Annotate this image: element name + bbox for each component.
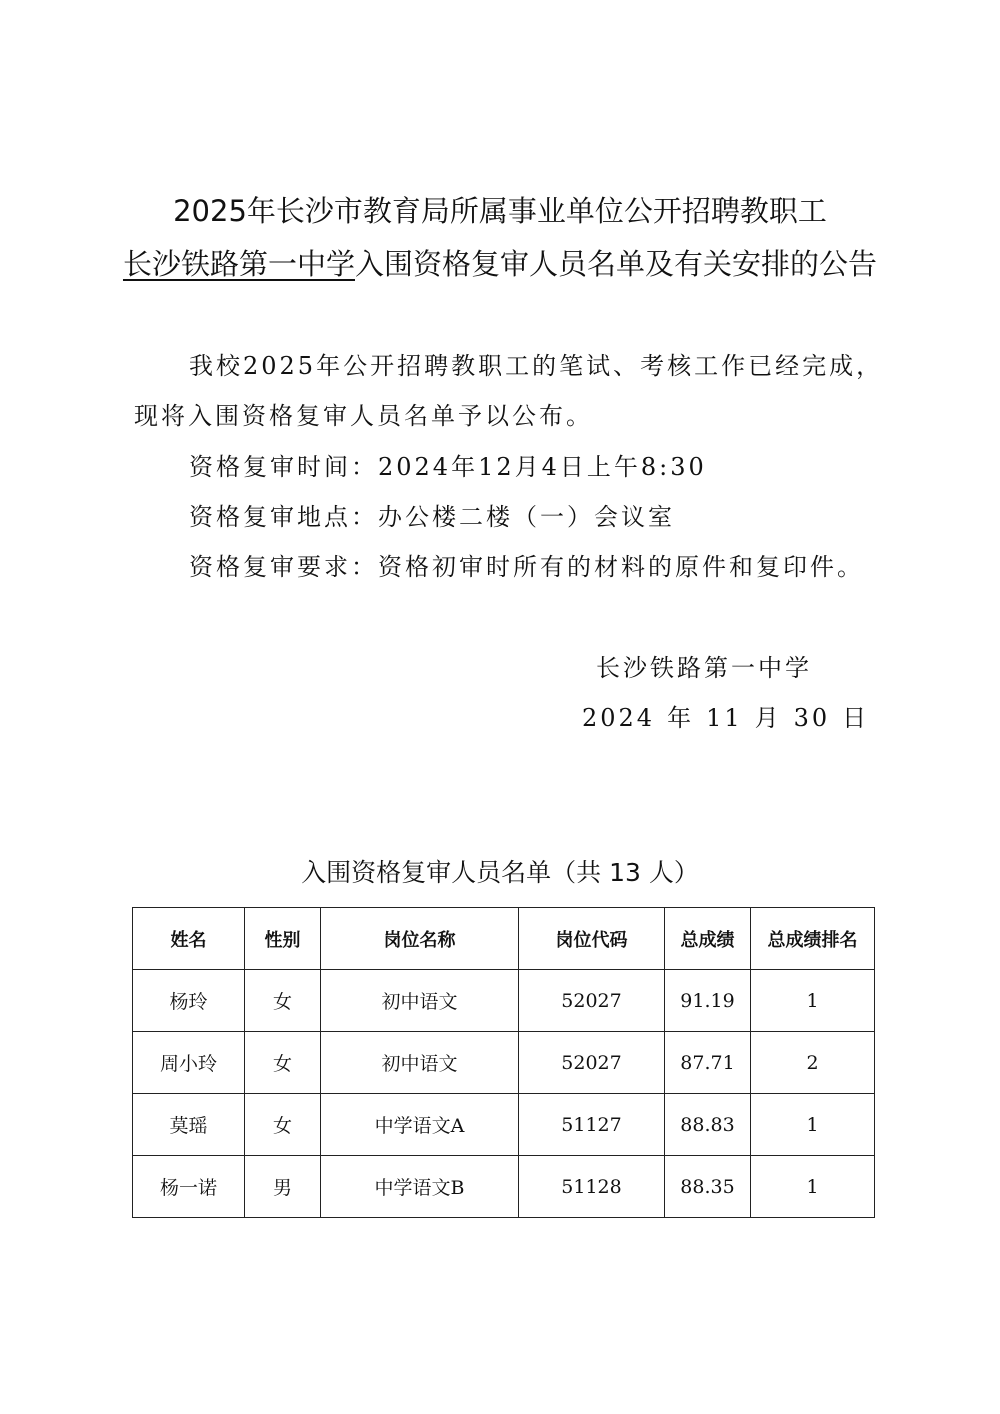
date-year-unit: 年 bbox=[667, 704, 695, 732]
review-place: 资格复审地点：办公楼二楼（一）会议室 bbox=[189, 503, 675, 531]
review-time: 资格复审时间：2024年12月4日上午8:30 bbox=[189, 453, 707, 481]
cell-rank: 2 bbox=[751, 1032, 875, 1094]
candidate-table bbox=[132, 907, 875, 1218]
date-month-unit: 月 bbox=[754, 704, 782, 732]
table-row bbox=[133, 970, 875, 1032]
cell-name: 杨玲 bbox=[133, 970, 245, 1032]
table-row bbox=[133, 1156, 875, 1218]
title-line2-rest: 入围资格复审人员名单及有关安排的公告 bbox=[355, 247, 878, 281]
cell-position-code: 51127 bbox=[519, 1094, 665, 1156]
header-gender: 性别 bbox=[245, 908, 321, 970]
signature-date bbox=[582, 701, 869, 735]
header-rank: 总成绩排名 bbox=[751, 908, 875, 970]
announcement-title-line2 bbox=[0, 244, 1000, 284]
cell-gender: 女 bbox=[245, 1032, 321, 1094]
cell-name: 杨一诺 bbox=[133, 1156, 245, 1218]
header-position-code: 岗位代码 bbox=[519, 908, 665, 970]
cell-position-code: 51128 bbox=[519, 1156, 665, 1218]
table-row bbox=[133, 1094, 875, 1156]
cell-position-code: 52027 bbox=[519, 1032, 665, 1094]
cell-gender: 男 bbox=[245, 1156, 321, 1218]
cell-total-score: 91.19 bbox=[665, 970, 751, 1032]
school-name-underlined: 长沙铁路第一中学 bbox=[122, 247, 355, 281]
cell-total-score: 88.35 bbox=[665, 1156, 751, 1218]
cell-position-name: 初中语文 bbox=[321, 1032, 519, 1094]
announcement-title-line1: 2025年长沙市教育局所属事业单位公开招聘教职工 bbox=[173, 194, 827, 228]
cell-rank: 1 bbox=[751, 1156, 875, 1218]
date-day: 30 bbox=[793, 704, 831, 732]
date-day-unit: 日 bbox=[842, 704, 870, 732]
cell-rank: 1 bbox=[751, 970, 875, 1032]
table-header-row bbox=[133, 908, 875, 970]
review-requirement: 资格复审要求：资格初审时所有的材料的原件和复印件。 bbox=[189, 553, 864, 581]
cell-position-name: 中学语文A bbox=[321, 1094, 519, 1156]
table-title: 入围资格复审人员名单（共 13 人） bbox=[301, 858, 699, 887]
cell-gender: 女 bbox=[245, 1094, 321, 1156]
header-name: 姓名 bbox=[133, 908, 245, 970]
cell-total-score: 87.71 bbox=[665, 1032, 751, 1094]
signature-organization: 长沙铁路第一中学 bbox=[596, 654, 812, 682]
date-year: 2024 bbox=[582, 704, 656, 732]
cell-total-score: 88.83 bbox=[665, 1094, 751, 1156]
header-position-name: 岗位名称 bbox=[321, 908, 519, 970]
cell-position-name: 中学语文B bbox=[321, 1156, 519, 1218]
intro-paragraph-line1: 我校2025年公开招聘教职工的笔试、考核工作已经完成， bbox=[189, 352, 884, 380]
cell-rank: 1 bbox=[751, 1094, 875, 1156]
date-month: 11 bbox=[706, 704, 743, 732]
intro-paragraph-line2: 现将入围资格复审人员名单予以公布。 bbox=[134, 402, 593, 430]
cell-name: 莫瑶 bbox=[133, 1094, 245, 1156]
cell-position-name: 初中语文 bbox=[321, 970, 519, 1032]
cell-name: 周小玲 bbox=[133, 1032, 245, 1094]
cell-gender: 女 bbox=[245, 970, 321, 1032]
header-total-score: 总成绩 bbox=[665, 908, 751, 970]
cell-position-code: 52027 bbox=[519, 970, 665, 1032]
table-row bbox=[133, 1032, 875, 1094]
